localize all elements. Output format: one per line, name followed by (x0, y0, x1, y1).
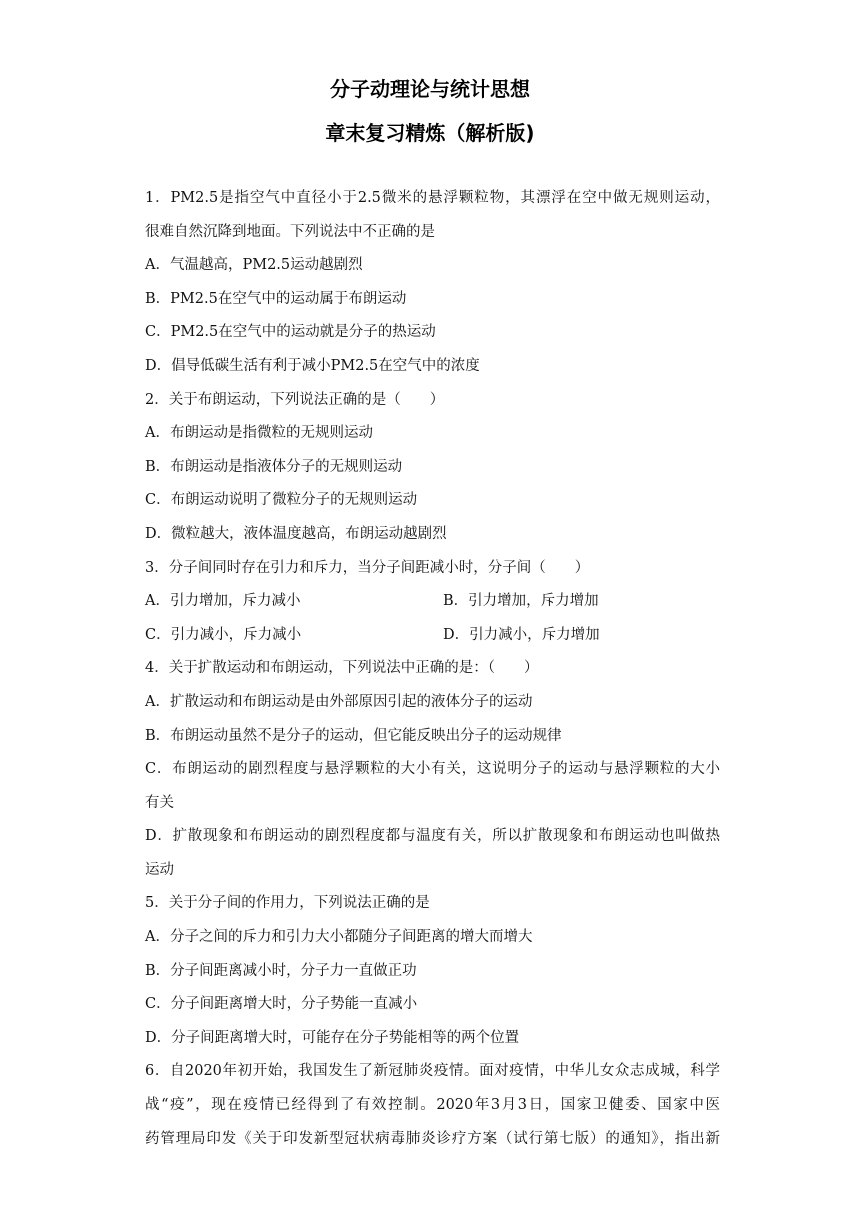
option-b: B．引力增加，斥力增加 (443, 593, 599, 610)
question-stem: 很难自然沉降到地面。下列说法中不正确的是 (145, 223, 435, 240)
question-stem: 1．PM2.5是指空气中直径小于2.5微米的悬浮颗粒物，其漂浮在空中做无规则运动， (145, 190, 720, 206)
question-list (145, 182, 720, 1156)
question-6 (145, 1055, 720, 1156)
option-c: C．分子间距离增大时，分子势能一直减小 (145, 996, 418, 1013)
option-a: A．分子之间的斥力和引力大小都随分子间距离的增大而增大 (145, 929, 533, 946)
question-1 (145, 182, 720, 384)
option-c-continued: 有关 (145, 794, 174, 811)
option-a: A．引力增加，斥力减小 (145, 593, 301, 610)
option-c: C．布朗运动说明了微粒分子的无规则运动 (145, 492, 418, 509)
option-a: A．气温越高，PM2.5运动越剧烈 (145, 257, 363, 274)
question-stem: 5．关于分子间的作用力，下列说法正确的是 (145, 895, 430, 912)
option-c: C．布朗运动的剧烈程度与悬浮颗粒的大小有关，这说明分子的运动与悬浮颗粒的大小 (145, 761, 720, 778)
option-d-continued: 运动 (145, 861, 174, 878)
option-b: B．布朗运动虽然不是分子的运动，但它能反映出分子的运动规律 (145, 727, 562, 744)
option-d: D．倡导低碳生活有利于减小PM2.5在空气中的浓度 (145, 357, 480, 374)
option-b: B．PM2.5在空气中的运动属于布朗运动 (145, 290, 407, 307)
question-stem: 战“疫”，现在疫情已经得到了有效控制。2020年3月3日，国家卫健委、国家中医 (145, 1097, 720, 1114)
option-d: D．引力减小，斥力增加 (443, 626, 600, 643)
question-2 (145, 384, 720, 552)
option-row (145, 619, 720, 653)
question-3 (145, 552, 720, 653)
document-title: 分子动理论与统计思想 (330, 77, 530, 101)
option-b: B．布朗运动是指液体分子的无规则运动 (145, 458, 403, 475)
question-stem: 6．自2020年初开始，我国发生了新冠肺炎疫情。面对疫情，中华儿女众志成城，科学 (145, 1063, 720, 1080)
question-stem: 2．关于布朗运动，下列说法正确的是（ ） (145, 391, 445, 408)
option-a: A．扩散运动和布朗运动是由外部原因引起的液体分子的运动 (145, 693, 533, 710)
option-d: D．分子间距离增大时，可能存在分子势能相等的两个位置 (145, 1029, 520, 1046)
question-stem: 4．关于扩散运动和布朗运动，下列说法中正确的是：（ ） (145, 660, 539, 677)
option-d: D．扩散现象和布朗运动的剧烈程度都与温度有关，所以扩散现象和布朗运动也叫做热 (145, 828, 720, 845)
option-d: D．微粒越大，液体温度越高，布朗运动越剧烈 (145, 525, 447, 542)
option-b: B．分子间距离减小时，分子力一直做正功 (145, 962, 417, 979)
question-4 (145, 652, 720, 887)
question-stem: 3．分子间同时存在引力和斥力，当分子间距减小时，分子间（ ） (145, 559, 590, 576)
option-c: C．引力减小，斥力减小 (145, 626, 302, 643)
option-row (145, 585, 720, 619)
option-a: A．布朗运动是指微粒的无规则运动 (145, 425, 373, 442)
question-stem: 药管理局印发《关于印发新型冠状病毒肺炎诊疗方案（试行第七版）的通知》，指出新 (145, 1130, 720, 1147)
document-subtitle: 章末复习精炼（解析版) (325, 121, 535, 145)
question-5 (145, 887, 720, 1055)
option-c: C．PM2.5在空气中的运动就是分子的热运动 (145, 324, 436, 341)
